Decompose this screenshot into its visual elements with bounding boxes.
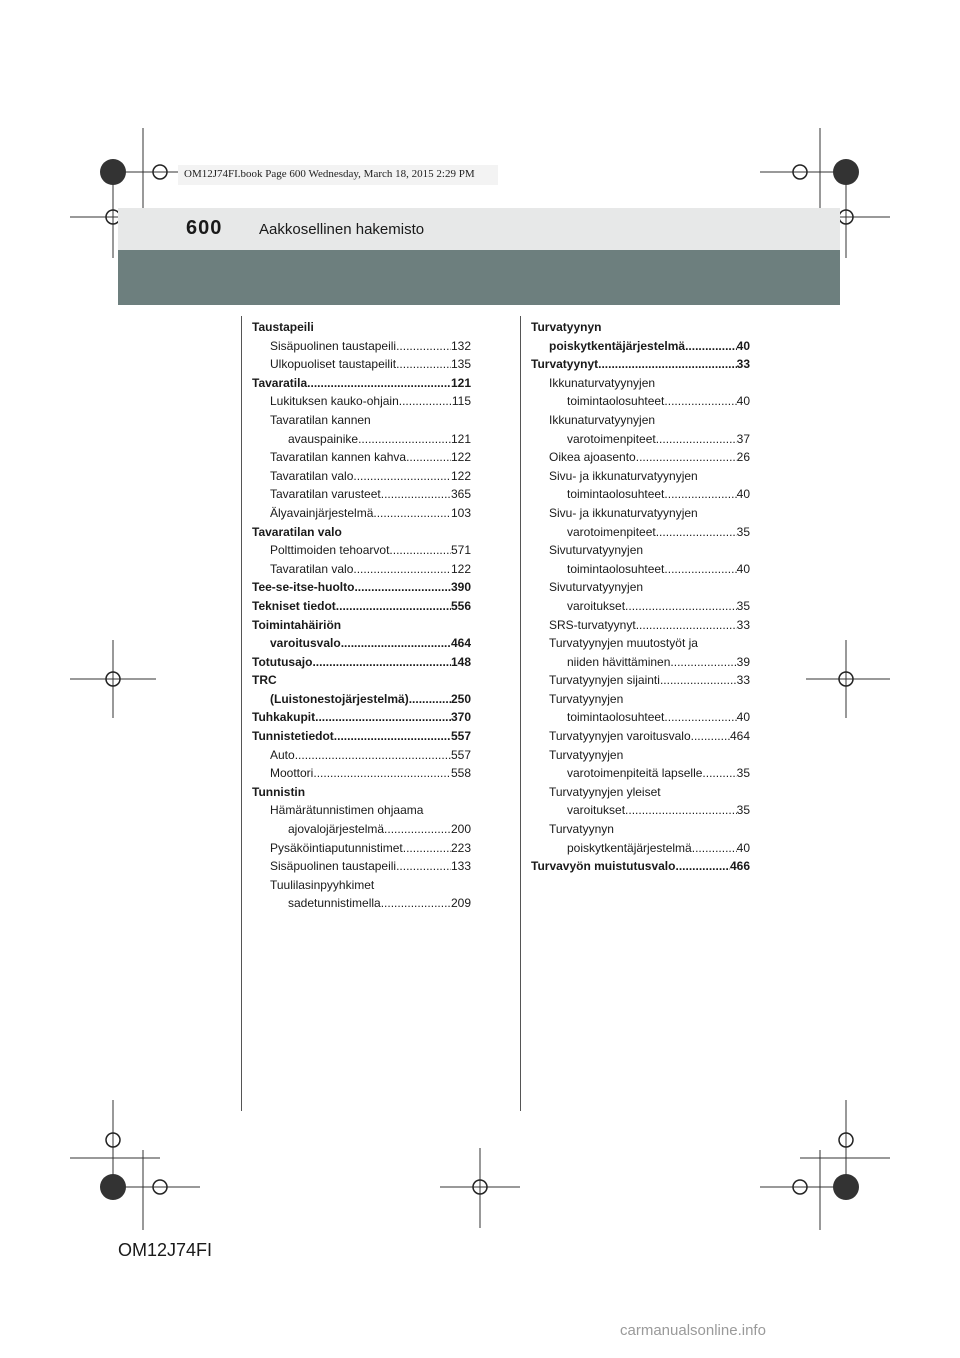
index-entry [531, 857, 750, 876]
entry-term: Tee-se-itse-huolto [252, 580, 355, 595]
dot-leader [358, 430, 451, 449]
dot-leader [336, 597, 451, 616]
dot-leader [664, 392, 736, 411]
index-entry [252, 467, 471, 486]
entry-page: 33 [736, 617, 750, 632]
index-entry [531, 448, 750, 467]
dot-leader [312, 653, 451, 672]
entry-term: varoitukset [567, 803, 626, 818]
entry-term: varotoimenpiteet [567, 431, 656, 446]
index-entry [531, 504, 750, 523]
dot-leader [389, 541, 451, 560]
index-entry [252, 318, 471, 337]
entry-page: 122 [450, 450, 471, 465]
entry-page: 558 [450, 766, 471, 781]
index-entry [252, 541, 471, 560]
entry-term: Tunnistin [252, 784, 306, 799]
entry-page: 122 [450, 561, 471, 576]
entry-page: 33 [736, 673, 750, 688]
index-entry [531, 820, 750, 839]
entry-page: 40 [736, 394, 750, 409]
index-entry [531, 783, 750, 802]
index-entry [531, 727, 750, 746]
entry-term: ajovalojärjestelmä [288, 822, 385, 837]
index-entry [252, 839, 471, 858]
index-entry [252, 894, 471, 913]
entry-term: Tuulilasinpyyhkimet [270, 877, 375, 892]
entry-term: sadetunnistimella [288, 896, 381, 911]
column-divider-left [241, 316, 242, 1111]
entry-page: 556 [450, 598, 471, 613]
entry-term: Totutusajo [252, 654, 313, 669]
entry-page: 200 [450, 822, 471, 837]
entry-page: 571 [450, 543, 471, 558]
index-entry [531, 746, 750, 765]
index-entry [531, 467, 750, 486]
entry-term: Lukituksen kauko-ohjain [270, 394, 399, 409]
entry-term: Turvatyynyjen sijainti [549, 673, 660, 688]
entry-term: Tavaratilan kannen kahva [270, 450, 407, 465]
entry-term: Turvatyynyt [531, 357, 599, 372]
dot-leader [353, 467, 451, 486]
dot-leader [384, 820, 451, 839]
entry-page: 40 [736, 710, 750, 725]
entry-term: toimintaolosuhteet [567, 561, 665, 576]
entry-term: Taustapeili [252, 320, 314, 334]
dot-leader [381, 894, 451, 913]
index-entry [252, 653, 471, 672]
entry-page: 37 [736, 431, 750, 446]
entry-term: Tavaratilan kannen [270, 412, 371, 427]
index-entry [252, 504, 471, 523]
index-entry [531, 318, 750, 337]
index-entry [531, 597, 750, 616]
dot-leader [295, 746, 451, 765]
index-entry [531, 764, 750, 783]
index-entry [252, 430, 471, 449]
index-entry [252, 857, 471, 876]
entry-page: 557 [450, 729, 471, 744]
entry-term: Ikkunaturvatyynyjen [549, 412, 656, 427]
entry-page: 135 [450, 357, 471, 372]
entry-term: Oikea ajoasento [549, 450, 636, 465]
page-number: 600 [186, 217, 223, 239]
entry-term: poiskytkentäjärjestelmä [567, 840, 692, 855]
dot-leader [664, 560, 736, 579]
entry-page: 133 [450, 859, 471, 874]
entry-page: 40 [736, 561, 750, 576]
entry-term: Tavaratilan valo [270, 561, 354, 576]
entry-term: SRS-turvatyynyt [549, 617, 636, 632]
entry-term: niiden hävittäminen [567, 654, 671, 669]
index-column-left [252, 318, 471, 913]
index-entry [531, 616, 750, 635]
entry-page: 464 [729, 729, 750, 744]
index-entry [531, 485, 750, 504]
index-entry [252, 690, 471, 709]
entry-page: 35 [736, 803, 750, 818]
entry-term: varoitukset [567, 598, 626, 613]
index-entry [531, 671, 750, 690]
index-entry [531, 355, 750, 374]
entry-page: 39 [736, 654, 750, 669]
entry-term: Hämärätunnistimen ohjaama [270, 803, 424, 818]
index-entry [252, 783, 471, 802]
entry-page: 40 [736, 840, 750, 855]
dot-leader [396, 857, 451, 876]
header-band-light [118, 208, 840, 250]
entry-page: 390 [450, 580, 471, 595]
entry-page: 223 [450, 840, 471, 855]
index-entry [531, 708, 750, 727]
entry-term: Turvatyynyjen muutostyöt ja [549, 636, 698, 651]
document-code: OM12J74FI [118, 1240, 213, 1260]
entry-term: Tavaratila [252, 375, 308, 390]
watermark: carmanualsonline.info [620, 1322, 766, 1339]
dot-leader [636, 616, 737, 635]
entry-term: Tavaratilan varusteet [270, 487, 381, 502]
entry-term: Tavaratilan valo [270, 468, 354, 483]
entry-page: 103 [450, 505, 471, 520]
index-entry [252, 746, 471, 765]
entry-term: Polttimoiden tehoarvot [270, 543, 390, 558]
entry-term: Turvatyynyn [549, 822, 614, 837]
index-entry [531, 337, 750, 356]
entry-term: toimintaolosuhteet [567, 394, 665, 409]
index-entry [252, 801, 471, 820]
dot-leader [409, 690, 451, 709]
dot-leader [656, 523, 737, 542]
entry-term: Tavaratilan valo [252, 524, 342, 539]
dot-leader [307, 374, 451, 393]
entry-term: Sisäpuolinen taustapeili [270, 859, 397, 874]
entry-page: 115 [451, 394, 471, 409]
index-entry [252, 597, 471, 616]
dot-leader [313, 764, 451, 783]
index-entry [252, 876, 471, 895]
entry-term: Turvatyynyn [531, 320, 602, 334]
entry-page: 121 [450, 375, 471, 390]
entry-page: 35 [736, 598, 750, 613]
index-entry [531, 839, 750, 858]
entry-page: 33 [736, 357, 750, 372]
entry-page: 40 [736, 338, 750, 353]
dot-leader [685, 337, 737, 356]
entry-term: poiskytkentäjärjestelmä [549, 338, 686, 353]
index-entry [252, 634, 471, 653]
dot-leader [406, 448, 451, 467]
index-entry [531, 523, 750, 542]
entry-term: Sivuturvatyynyjen [549, 580, 644, 595]
index-column-right [531, 318, 750, 876]
index-entry [531, 560, 750, 579]
entry-term: avauspainike [288, 431, 359, 446]
entry-term: Sisäpuolinen taustapeili [270, 338, 397, 353]
entry-term: (Luistonestojärjestelmä) [270, 691, 409, 706]
dot-leader [334, 727, 451, 746]
section-title: Aakkosellinen hakemisto [259, 221, 425, 238]
index-entry [531, 411, 750, 430]
index-entry [252, 355, 471, 374]
entry-term: Älyavainjärjestelmä [270, 505, 374, 520]
entry-page: 26 [736, 450, 750, 465]
entry-term: varoitusvalo [270, 636, 341, 651]
entry-term: toimintaolosuhteet [567, 487, 665, 502]
entry-term: Ikkunaturvatyynyjen [549, 375, 656, 390]
index-entry [252, 448, 471, 467]
entry-term: Turvatyynyjen yleiset [549, 784, 661, 799]
dot-leader [354, 578, 451, 597]
entry-term: Sivu- ja ikkunaturvatyynyjen [549, 468, 698, 483]
dot-leader [692, 839, 737, 858]
index-entry [252, 708, 471, 727]
index-entry [252, 411, 471, 430]
index-entry [531, 541, 750, 560]
entry-term: Tuhkakupit [252, 710, 316, 725]
dot-leader [664, 485, 736, 504]
index-entry [531, 690, 750, 709]
entry-term: Turvatyynyjen [549, 691, 624, 706]
index-entry [252, 820, 471, 839]
dot-leader [381, 485, 451, 504]
entry-term: Turvatyynyjen [549, 747, 624, 762]
entry-page: 557 [450, 747, 471, 762]
index-entry [252, 374, 471, 393]
book-stamp: OM12J74FI.book Page 600 Wednesday, March 18, 2015 2:29 PM [184, 168, 475, 180]
dot-leader [403, 839, 451, 858]
entry-page: 370 [450, 710, 471, 725]
entry-page: 466 [729, 859, 750, 874]
entry-page: 209 [450, 896, 471, 911]
dot-leader [341, 634, 451, 653]
entry-page: 464 [450, 636, 471, 651]
dot-leader [625, 597, 737, 616]
index-entry [252, 485, 471, 504]
dot-leader [373, 504, 451, 523]
index-entry [531, 578, 750, 597]
index-entry [252, 392, 471, 411]
entry-term: toimintaolosuhteet [567, 710, 665, 725]
index-entry [531, 653, 750, 672]
entry-page: 250 [450, 691, 471, 706]
entry-term: varotoimenpiteet [567, 524, 656, 539]
entry-page: 122 [450, 468, 471, 483]
entry-page: 148 [450, 654, 471, 669]
dot-leader [396, 355, 451, 374]
index-entry [531, 374, 750, 393]
dot-leader [670, 653, 736, 672]
index-entry [252, 764, 471, 783]
entry-page: 121 [450, 431, 471, 446]
entry-term: Turvavyön muistutusvalo [531, 859, 676, 874]
entry-page: 365 [450, 487, 471, 502]
dot-leader [353, 560, 451, 579]
entry-term: Sivu- ja ikkunaturvatyynyjen [549, 505, 698, 520]
dot-leader [664, 708, 736, 727]
entry-page: 40 [736, 487, 750, 502]
dot-leader [675, 857, 729, 876]
entry-term: Pysäköintiaputunnistimet [270, 840, 403, 855]
dot-leader [598, 355, 737, 374]
index-entry [252, 337, 471, 356]
entry-term: varotoimenpiteitä lapselle [567, 766, 703, 781]
header-band-dark [118, 250, 840, 305]
column-divider-right [520, 316, 521, 1111]
index-entry [531, 392, 750, 411]
index-entry [252, 523, 471, 542]
dot-leader [660, 671, 737, 690]
index-entry [531, 430, 750, 449]
index-entry [252, 671, 471, 690]
entry-page: 132 [450, 338, 471, 353]
entry-page: 35 [736, 766, 750, 781]
entry-term: Moottori [270, 766, 314, 781]
index-entry [252, 578, 471, 597]
entry-term: Toimintahäiriön [252, 617, 342, 632]
index-entry [252, 727, 471, 746]
index-entry [531, 634, 750, 653]
entry-term: TRC [252, 673, 277, 688]
index-entry [531, 801, 750, 820]
entry-term: Auto [270, 747, 295, 762]
entry-term: Sivuturvatyynyjen [549, 543, 644, 558]
entry-term: Turvatyynyjen varoitusvalo [549, 729, 691, 744]
dot-leader [315, 708, 451, 727]
dot-leader [656, 430, 737, 449]
entry-term: Tekniset tiedot [252, 598, 336, 613]
dot-leader [702, 764, 736, 783]
entry-page: 35 [736, 524, 750, 539]
dot-leader [625, 801, 737, 820]
dot-leader [396, 337, 451, 356]
dot-leader [399, 392, 452, 411]
entry-term: Ulkopuoliset taustapeilit [270, 357, 397, 372]
dot-leader [636, 448, 737, 467]
entry-term: Tunnistetiedot [252, 729, 334, 744]
dot-leader [691, 727, 730, 746]
index-entry [252, 560, 471, 579]
index-entry [252, 616, 471, 635]
